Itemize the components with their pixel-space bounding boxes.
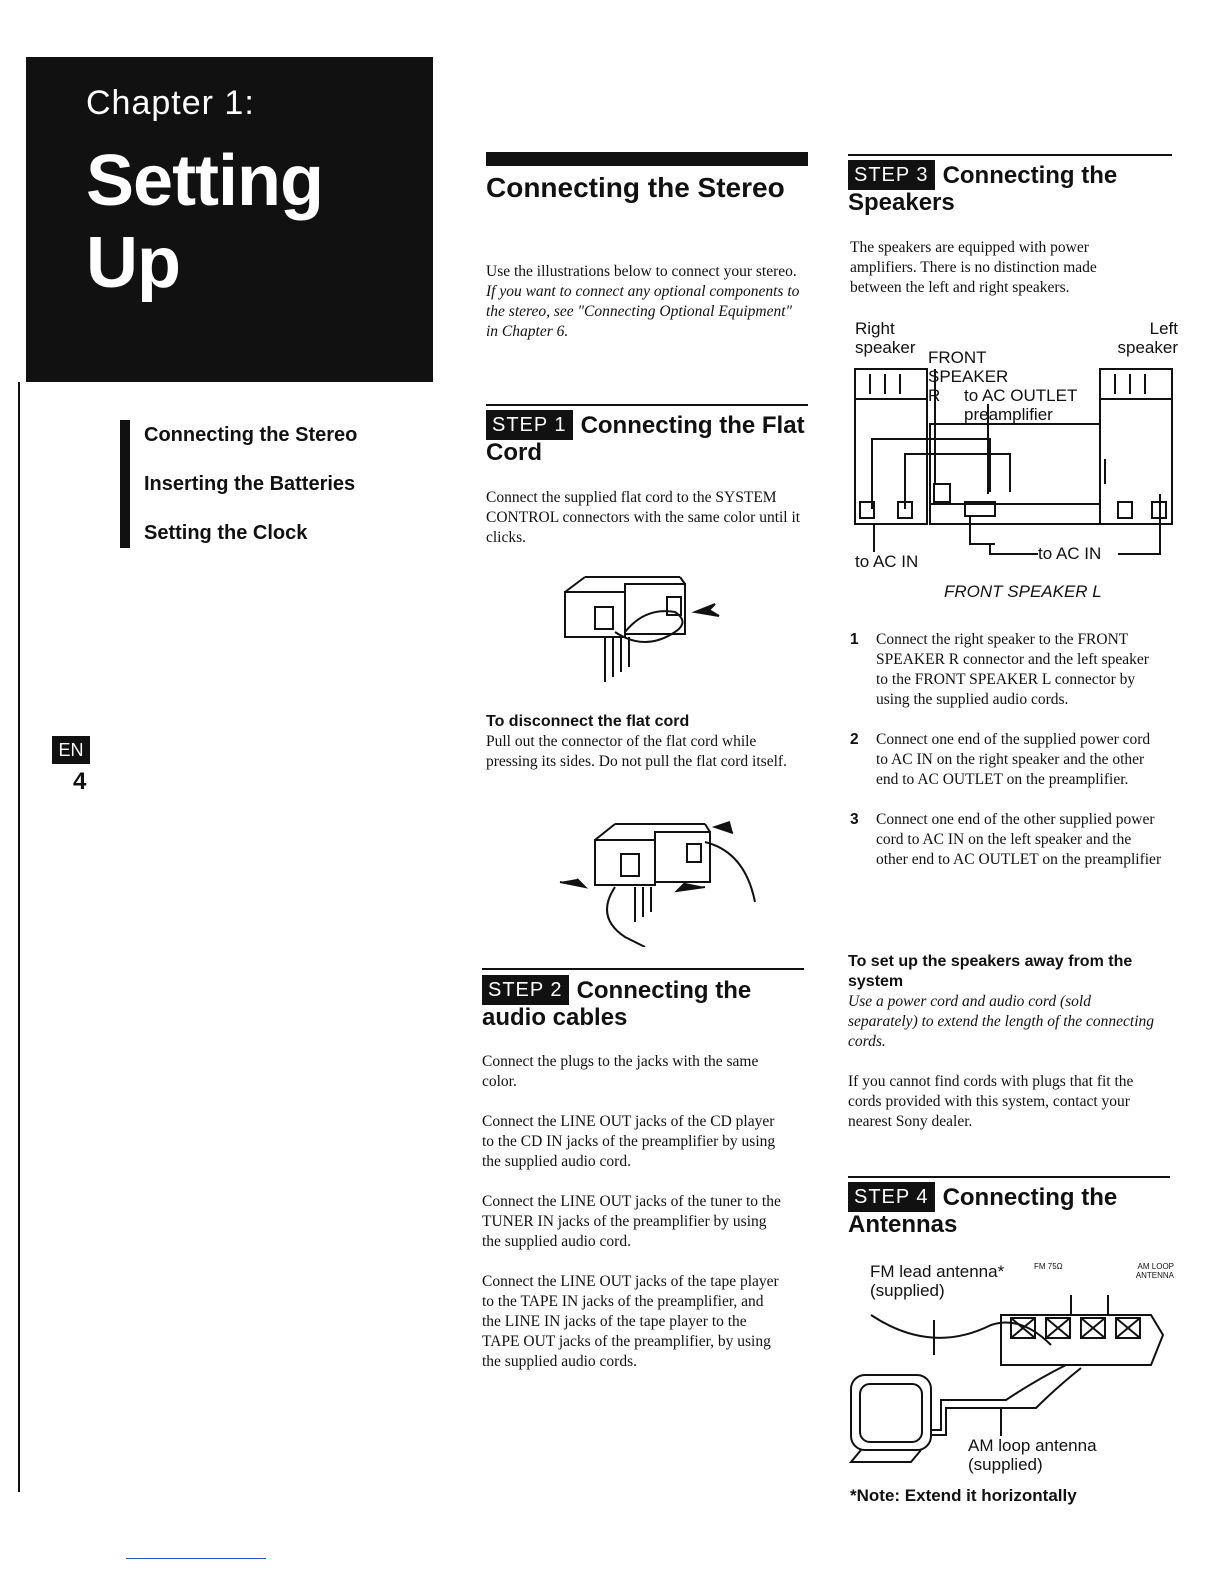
label-front-speaker-r: FRONT SPEAKER R — [928, 348, 1009, 405]
step3-intro: The speakers are equipped with power amplifiers. There is no distinction made between the left and right speakers. — [850, 239, 1097, 296]
step3-badge: STEP 3 — [848, 160, 935, 190]
away-text: Use a power cord and audio cord (sold separately) to extend the length of the connecting cords. — [848, 993, 1155, 1050]
step3-item-3-text: Connect one end of the other supplied power cord to AC IN on the left speaker and the other end to AC OUTLET on the preamplifier — [876, 811, 1162, 868]
step3-rule — [848, 154, 1172, 156]
step3-away-section — [848, 952, 1164, 1132]
step4-heading — [848, 1182, 1170, 1238]
chapter-title — [86, 140, 323, 304]
toc-item-batteries[interactable]: Inserting the Batteries — [144, 473, 356, 495]
label-left-speaker: Left speaker — [1117, 319, 1178, 357]
step4-title: Connecting the Antennas — [848, 1184, 1118, 1238]
page-number: 4 — [73, 768, 87, 795]
step4-rule — [848, 1176, 1170, 1178]
step1-badge: STEP 1 — [486, 410, 573, 440]
chapter-title-line1: Setting — [86, 141, 323, 221]
dealer-text: If you cannot find cords with plugs that fit the cords provided with this system, contact your nearest Sony dealer. — [848, 1073, 1134, 1130]
step3-heading — [848, 160, 1172, 216]
toc-bar — [120, 420, 130, 548]
step2-paragraph-2: Connect the LINE OUT jacks of the CD player to the CD IN jacks of the preamplifier by using the supplied audio cord. — [482, 1113, 776, 1170]
step1-rule — [486, 404, 808, 406]
step1-title: Connecting the Flat Cord — [486, 412, 805, 466]
step2-badge: STEP 2 — [482, 975, 569, 1005]
step2-title: Connecting the audio cables — [482, 977, 752, 1031]
step1-disconnect — [486, 712, 804, 772]
chapter-title-line2: Up — [86, 223, 180, 303]
step3-item-2-text: Connect one end of the supplied power cord to AC IN on the right speaker and the other end to AC OUTLET on the preamplifier. — [876, 731, 1151, 788]
label-ac-in-right: to AC IN — [1038, 544, 1118, 563]
step1-heading — [486, 410, 808, 466]
chapter-label: Chapter 1: — [86, 84, 255, 122]
disconnect-heading: To disconnect the flat cord — [486, 713, 690, 730]
step3-title: Connecting the Speakers — [848, 162, 1118, 216]
language-badge: EN — [52, 736, 90, 764]
intro-paragraph-1: Use the illustrations below to connect your stereo. — [486, 263, 797, 280]
label-fm-antenna: FM lead antenna* (supplied) — [870, 1262, 1005, 1300]
label-am-antenna: AM loop antenna (supplied) — [968, 1436, 1148, 1474]
speaker-connection-diagram — [850, 364, 1178, 579]
label-ac-in-left: to AC IN — [855, 552, 935, 571]
step2-text — [482, 1052, 782, 1372]
step2-paragraph-3: Connect the LINE OUT jacks of the tuner to the TUNER IN jacks of the preamplifier by using the supplied audio cord. — [482, 1193, 781, 1250]
toc-item-stereo[interactable]: Connecting the Stereo — [144, 424, 358, 446]
label-front-speaker-l: FRONT SPEAKER L — [944, 582, 1102, 601]
step3-item-2: 2 Connect one end of the supplied power cord to AC IN on the right speaker and the other end to AC OUTLET on the preamplifier. — [850, 731, 1151, 788]
step3-item-1-text: Connect the right speaker to the FRONT SPEAKER R connector and the left speaker to the FRONT SPEAKER L connector by using the supplied audio cords. — [876, 631, 1149, 708]
step2-paragraph-1: Connect the plugs to the jacks with the same color. — [482, 1053, 759, 1090]
label-am-tag: AM LOOP ANTENNA — [1135, 1262, 1174, 1280]
step3-item-1: 1 Connect the right speaker to the FRONT SPEAKER R connector and the left speaker to the FRONT SPEAKER L connector by using the supplied audio cords. — [850, 631, 1149, 708]
step2-paragraph-4: Connect the LINE OUT jacks of the tape player to the TAPE IN jacks of the preamplifier, and the LINE IN jacks of the tape player to the TAPE OUT jacks of the preamplifier, by using the supplied audio cords. — [482, 1273, 779, 1370]
section-rule — [486, 152, 808, 166]
flat-cord-connect-illustration — [555, 572, 720, 687]
label-right-speaker: Right speaker — [855, 319, 916, 357]
intro-paragraph-2: If you want to connect any optional components to the stereo, see "Connecting Optional Equipment" in Chapter 6. — [486, 283, 800, 340]
page-title: Connecting the Stereo — [486, 172, 785, 203]
antenna-note: *Note: Extend it horizontally — [850, 1486, 1077, 1505]
step2-rule — [482, 968, 804, 970]
disconnect-text: Pull out the connector of the flat cord while pressing its sides. Do not pull the flat cord itself. — [486, 733, 787, 770]
step3-instructions — [850, 630, 1162, 890]
toc-item-clock[interactable]: Setting the Clock — [144, 522, 308, 544]
step3-item-3: 3 Connect one end of the other supplied power cord to AC IN on the left speaker and the other end to AC OUTLET on the preamplifier — [850, 811, 1162, 868]
away-heading: To set up the speakers away from the system — [848, 953, 1133, 990]
intro-text — [486, 262, 804, 342]
footer-line — [126, 1558, 266, 1559]
label-fm-tag: FM 75Ω — [1034, 1262, 1063, 1271]
label-ac-outlet: to AC OUTLET preamplifier — [964, 386, 1104, 424]
left-margin-rule — [18, 382, 20, 1492]
step1-text: Connect the supplied flat cord to the SYSTEM CONTROL connectors with the same color until it clicks. — [486, 489, 801, 546]
step4-badge: STEP 4 — [848, 1182, 935, 1212]
flat-cord-disconnect-illustration — [555, 812, 765, 947]
step2-heading — [482, 975, 804, 1031]
